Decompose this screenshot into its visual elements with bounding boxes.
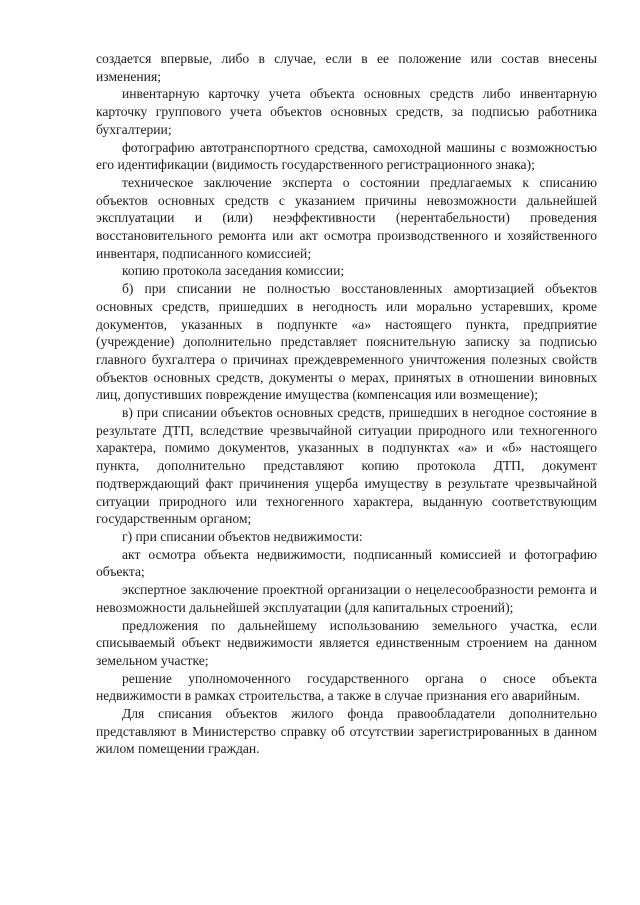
paragraph-demolition-decision: решение уполномоченного государственного органа о сносе объекта недвижимости в рамках строительства, а также в случае признания его аварийным. (96, 670, 597, 704)
paragraph-housing-fund: Для списания объектов жилого фонда правообладатели дополнительно представляют в Министерство справку об отсутствии зарегистрированных в данном жилом помещении граждан. (96, 706, 597, 757)
paragraph-inspection-act: акт осмотра объекта недвижимости, подписанный комиссией и фотографию объекта; (96, 546, 597, 580)
paragraph-item-v: в) при списании объектов основных средств, пришедших в негодное состояние в результате ДТП, вследствие чрезвычайной ситуации природного или техногенного характера, помимо документов, указанных в подпунктах «а» и «б» настоящего пункта, дополнительно представляют копию протокола ДТП, документ подтверждающий факт причинения ущерба имуществу в результате чрезвычайной ситуации природного или техногенного характера, выданную соответствующим государственным органом; (96, 405, 597, 527)
paragraph-land-plot-proposals: предложения по дальнейшему использованию земельного участка, если списываемый объект недвижимости является единственным строением на данном земельном участке; (96, 617, 597, 668)
paragraph-expert-conclusion: техническое заключение эксперта о состоянии предлагаемых к списанию объектов основных средств с указанием причины невозможности дальнейшей эксплуатации и (или) неэффективности (нерентабельности) проведения восстановительного ремонта или акт осмотра производственного и хозяйственного инвентаря, подписанного комиссией; (96, 174, 597, 261)
paragraph-item-b: б) при списании не полностью восстановленных амортизацией объектов основных средств, пришедших в негодность или морально устаревших, кроме документов, указанных в подпункте «а» настоящего пункта, предприятие (учреждение) дополнительно представляет пояснительную записку за подписью главного бухгалтера о причинах преждевременного уничтожения полезных свойств объектов основных средств, документы о мерах, принятых в отношении виновных лиц, допустивших повреждение имущества (компенсация или возмещение); (96, 281, 597, 403)
paragraph-vehicle-photo: фотографию автотранспортного средства, самоходной машины с возможностью его идентификации (видимость государственного регистрационного знака); (96, 139, 597, 173)
paragraph-design-expertise: экспертное заключение проектной организации о нецелесообразности ремонта и невозможности дальнейшей эксплуатации (для капитальных строений); (96, 582, 597, 615)
paragraph-commission-protocol: копию протокола заседания комиссии; (122, 263, 345, 279)
document-page (96, 50, 597, 758)
paragraph-continuation: создается впервые, либо в случае, если в ее положение или состав внесены изменения; (96, 51, 597, 84)
paragraph-inventory-card: инвентарную карточку учета объекта основных средств либо инвентарную карточку группового учета объектов основных средств, за подписью работника бухгалтерии; (96, 86, 597, 137)
paragraph-item-g: г) при списании объектов недвижимости: (122, 528, 363, 544)
